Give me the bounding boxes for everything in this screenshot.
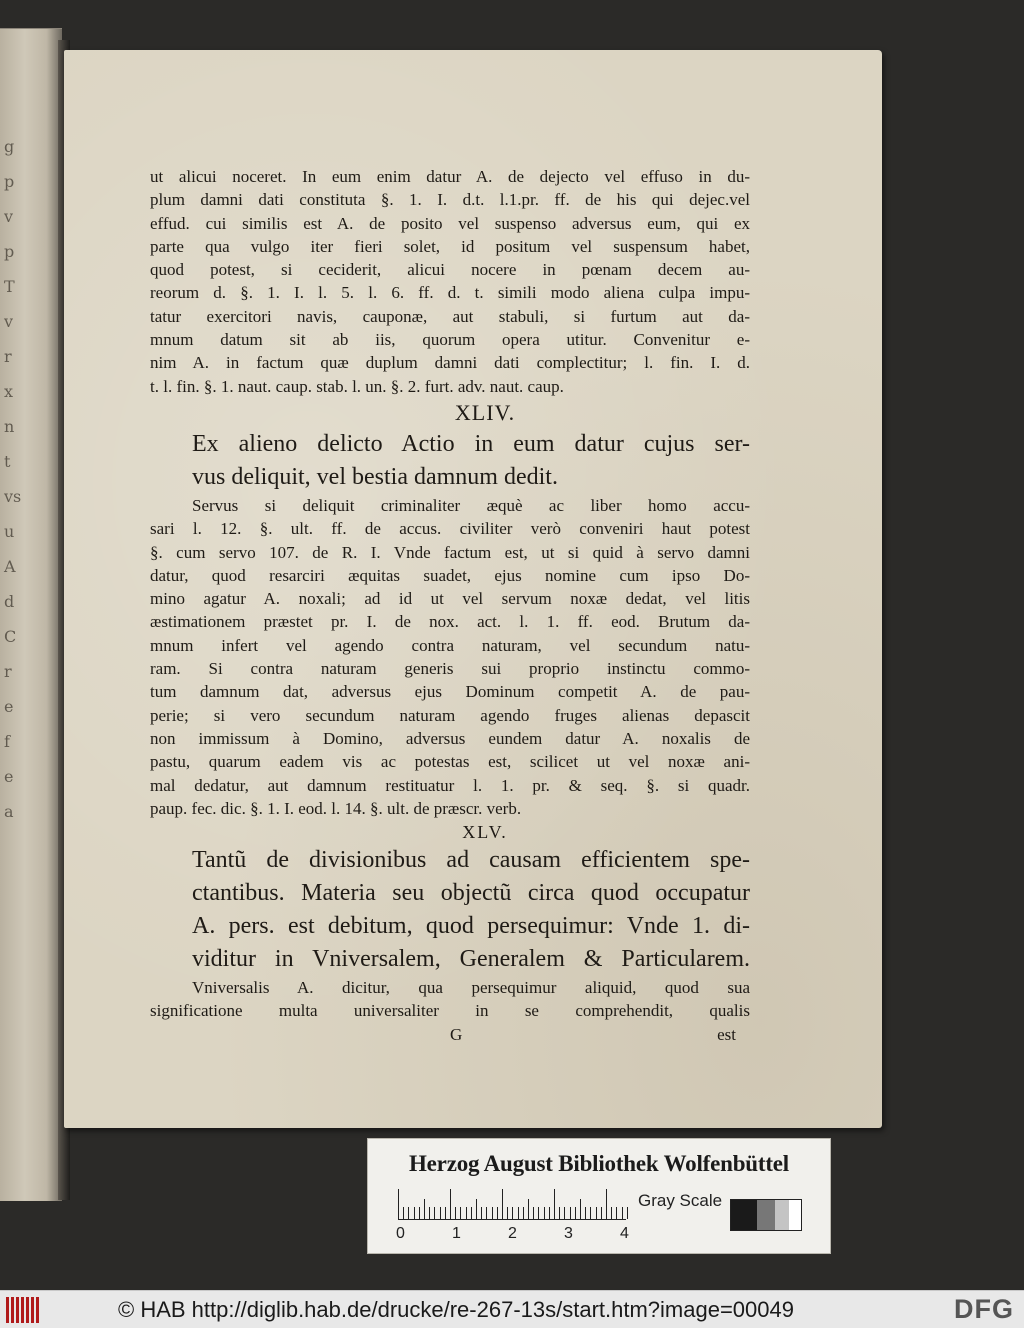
gray-scale-label: Gray Scale [638,1191,723,1210]
left-page-text-fragments [4,129,26,829]
ruler-tick [398,1189,399,1219]
left-page-fragment: e [4,767,14,786]
left-page-fragment: vs [4,487,22,506]
left-page-fragment: g [4,137,15,156]
left-page-fragment: v [4,207,14,226]
ruler-tick [575,1207,576,1219]
text-line: quod potest, si ceciderit, alicui nocere in pœnam decem au- [150,260,750,280]
text-line: sari l. 12. §. ult. ff. de accus. civiliter verò conveniri haut potest [150,519,750,539]
scale-number: 1 [452,1225,461,1242]
gray-swatch [775,1200,789,1230]
scale-ruler [398,1189,626,1220]
signature-mark: G [450,1024,463,1044]
gray-swatch [757,1200,775,1230]
ruler-tick [466,1207,467,1219]
ruler-tick [564,1207,565,1219]
section-heading-line: Tantũ de divisionibus ad causam efficientem spe- [192,847,750,874]
library-color-label [367,1138,831,1254]
ruler-tick [528,1199,529,1219]
text-line: §. cum servo 107. de R. I. Vnde factum est, ut si quid à servo damni [150,542,750,562]
ruler-tick [518,1207,519,1219]
ruler-tick [585,1207,586,1219]
page-footer-line [150,1023,750,1047]
text-line: æstimationem præstet pr. I. de nox. act. l. 1. ff. eod. Brutum da- [150,612,750,632]
text-line: Servus si deliquit criminaliter æquè ac liber homo accu- [192,495,750,515]
ruler-tick [538,1207,539,1219]
ruler-tick [492,1207,493,1219]
left-page-fragment: A [4,557,16,576]
ruler-tick [502,1189,503,1219]
text-line: ram. Si contra naturam generis sui proprio instinctu commo- [150,659,750,679]
ruler-tick [450,1189,451,1219]
text-line: mino agatur A. noxali; ad id ut vel servum noxæ dedat, vel litis [150,589,750,609]
ruler-tick [440,1207,441,1219]
ruler-tick [497,1207,498,1219]
ruler-tick [523,1207,524,1219]
section-numeral: XLIV. [454,399,516,425]
page-text [150,165,750,1047]
ruler-tick [507,1207,508,1219]
ruler-tick [512,1207,513,1219]
ruler-tick [445,1207,446,1219]
scale-number: 0 [396,1225,405,1242]
hab-logo-icon [6,1297,40,1323]
dfg-logo: DFG [954,1294,1014,1324]
ruler-tick [408,1207,409,1219]
ruler-tick [434,1207,435,1219]
left-page-fragment: e [4,697,14,716]
left-page-fragment: C [4,627,17,646]
left-page-fragment: u [4,522,15,541]
gray-swatch [731,1200,757,1230]
ruler-tick [554,1189,555,1219]
left-facing-page [0,28,62,1201]
left-page-fragment: r [4,662,12,681]
ruler-tick [533,1207,534,1219]
ruler-tick [627,1207,628,1219]
text-line: t. l. fin. §. 1. naut. caup. stab. l. un. §. 2. furt. adv. naut. caup. [150,376,564,396]
text-line: tum damnum dat, adversus ejus Dominum competit A. de pau- [150,682,750,702]
left-page-fragment: n [4,417,15,436]
left-page-fragment: v [4,312,14,331]
ruler-tick [460,1207,461,1219]
ruler-tick [419,1207,420,1219]
text-line: datur, quod resarciri æquitas suadet, ejus nomine cum ipso Do- [150,565,750,585]
ruler-tick [601,1207,602,1219]
left-page-fragment: x [4,382,14,401]
ruler-tick [616,1207,617,1219]
ruler-tick [424,1199,425,1219]
ruler-tick [403,1207,404,1219]
text-line: mnum infert vel agendo contra naturam, vel secundum natu- [150,635,750,655]
section-numeral: XLV. [462,822,508,843]
left-page-fragment: T [4,277,15,296]
ruler-tick [481,1207,482,1219]
left-page-fragment: p [4,172,15,191]
gray-scale-swatches [730,1199,802,1231]
book-page [64,50,882,1128]
text-line: reorum d. §. 1. I. l. 5. l. 6. ff. d. t. simili modo aliena culpa impu- [150,283,750,303]
text-line: nim A. in factum quæ duplum damni dati complectitur; l. fin. I. d. [150,353,750,373]
catchword: est [717,1024,736,1044]
text-line: effud. cui similis est A. de posito vel suspenso adversus eum, qui ex [150,213,750,233]
text-line: parte qua vulgo iter fieri solet, id positum vel suspensum habet, [150,236,750,256]
text-line: plum damni dati constituta §. 1. I. d.t. l.1.pr. ff. de his qui dejec.vel [150,190,750,210]
left-page-fragment: f [4,732,10,751]
ruler-tick [414,1207,415,1219]
scale-number: 4 [620,1225,629,1242]
ruler-tick [559,1207,560,1219]
text-line: pastu, quarum eadem vis ac potestas est, scilicet ut vel noxæ ani- [150,752,750,772]
text-line: mnum datum sit ab iis, quorum opera utitur. Convenitur e- [150,330,750,350]
left-page-fragment: a [4,802,14,821]
left-page-fragment: t [4,452,11,471]
section-heading-line: vus deliquit, vel bestia damnum dedit. [192,463,558,490]
ruler-tick [486,1207,487,1219]
left-page-fragment: r [4,347,12,366]
section-heading-line: viditur in Vniversalem, Generalem & Particularem. [192,946,750,973]
ruler-tick [549,1207,550,1219]
copyright-url[interactable]: © HAB http://diglib.hab.de/drucke/re-267-13s/start.htm?image=00049 [118,1297,794,1322]
ruler-tick [476,1199,477,1219]
ruler-tick [471,1207,472,1219]
text-line: non immissum à Domino, adversus eundem datur A. noxalis de [150,728,750,748]
ruler-tick [544,1207,545,1219]
ruler-tick [429,1207,430,1219]
text-line: paup. fec. dic. §. 1. I. eod. l. 14. §. ult. de præscr. verb. [150,798,522,818]
text-line: tatur exercitori navis, cauponæ, aut stabuli, si furtum aut da- [150,306,750,326]
scale-number: 3 [564,1225,573,1242]
text-line: mal dedatur, aut damnum restituatur l. 1. pr. & seq. §. si quadr. [150,775,750,795]
text-line: perie; si vero secundum naturam agendo fruges alienas depascit [150,705,750,725]
ruler-tick [590,1207,591,1219]
gray-swatch [789,1200,801,1230]
left-page-fragment: d [4,592,15,611]
section-heading-line: ctantibus. Materia seu objectũ circa quod occupatur [192,880,750,907]
scale-number: 2 [508,1225,517,1242]
ruler-tick [580,1199,581,1219]
left-page-fragment: p [4,242,15,261]
ruler-tick [611,1207,612,1219]
ruler-tick [596,1207,597,1219]
text-line: significatione multa universaliter in se comprehendit, qualis [150,1001,750,1021]
text-line: ut alicui noceret. In eum enim datur A. de dejecto vel effuso in du- [150,167,750,186]
section-heading-line: Ex alieno delicto Actio in eum datur cujus ser- [192,430,750,457]
ruler-tick [606,1189,607,1219]
text-line: Vniversalis A. dicitur, qua persequimur aliquid, quod sua [192,978,750,998]
library-name: Herzog August Bibliothek Wolfenbüttel [408,1151,790,1176]
ruler-tick [455,1207,456,1219]
section-heading-line: A. pers. est debitum, quod persequimur: Vnde 1. di- [192,913,750,940]
ruler-tick [570,1207,571,1219]
viewer-footer [0,1290,1024,1328]
ruler-tick [622,1207,623,1219]
